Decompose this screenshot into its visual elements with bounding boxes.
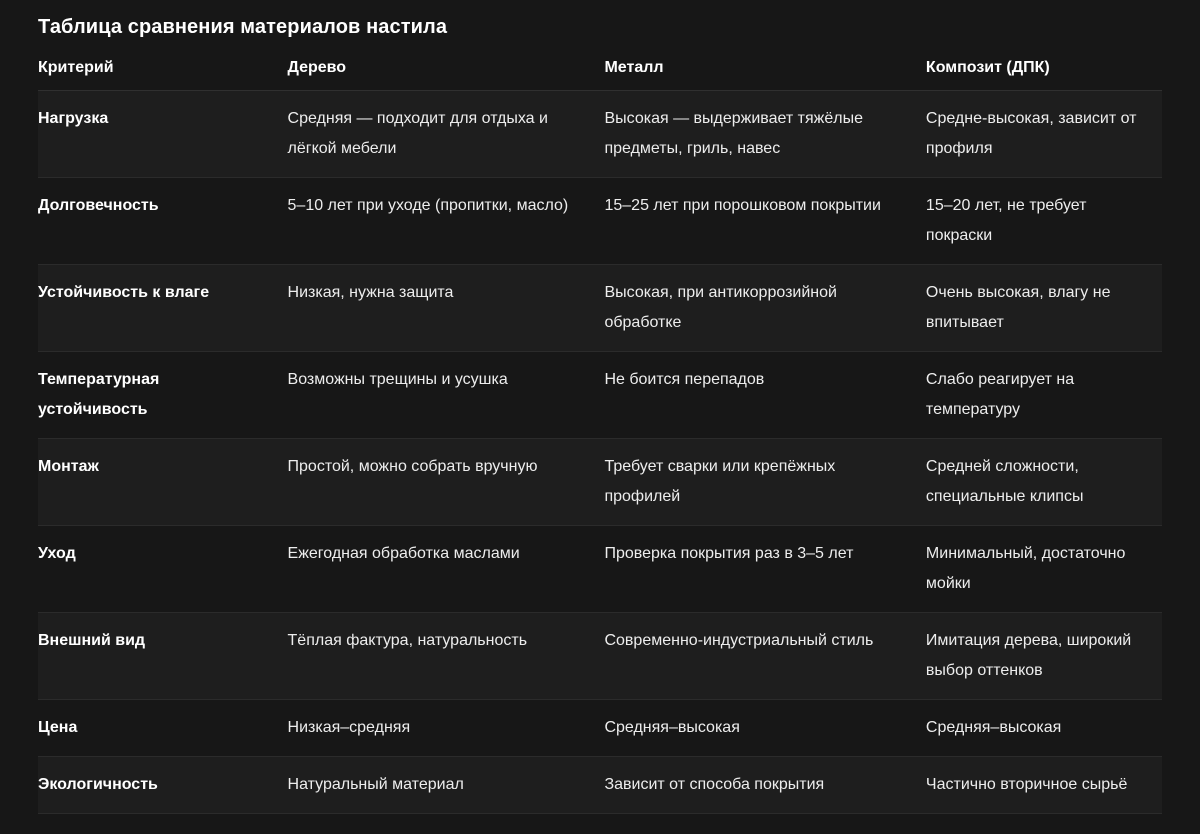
table-header-row xyxy=(38,53,1162,91)
table-cell: Современно-индустриальный стиль xyxy=(604,632,874,649)
row-criterion: Долговечность xyxy=(38,197,159,214)
column-header-1: Дерево xyxy=(288,53,605,91)
row-criterion: Уход xyxy=(38,545,76,562)
table-cell: Высокая — выдерживает тяжёлые предметы, гриль, навес xyxy=(604,110,863,157)
table-cell: Слабо реагирует на температуру xyxy=(925,371,1075,418)
column-header-2: Металл xyxy=(604,53,925,91)
table-cell: Зависит от способа покрытия xyxy=(604,776,825,793)
table-cell: Средняя–высокая xyxy=(604,719,740,736)
table-cell: Средне-высокая, зависит от профиля xyxy=(925,110,1137,157)
table-cell: Простой, можно собрать вручную xyxy=(287,458,538,475)
row-criterion: Цена xyxy=(38,719,78,736)
table-row xyxy=(38,265,1162,352)
table-cell: Проверка покрытия раз в 3–5 лет xyxy=(604,545,854,562)
table-cell: Низкая, нужна защита xyxy=(287,284,454,301)
comparison-table xyxy=(38,53,1162,814)
row-criterion: Экологичность xyxy=(38,776,158,793)
table-cell: Высокая, при антикоррозийной обработке xyxy=(604,284,837,331)
table-body xyxy=(38,91,1162,814)
table-row xyxy=(38,439,1162,526)
table-cell: Минимальный, достаточно мойки xyxy=(925,545,1126,592)
row-criterion: Устойчивость к влаге xyxy=(38,284,210,301)
table-cell: Возможны трещины и усушка xyxy=(287,371,508,388)
table-cell: Средняя — подходит для отдыха и лёгкой мебели xyxy=(287,110,548,157)
table-row xyxy=(38,700,1162,757)
table-cell: Не боится перепадов xyxy=(604,371,765,388)
page-title: Таблица сравнения материалов настила xyxy=(38,16,448,38)
table-row xyxy=(38,352,1162,439)
table-header xyxy=(38,53,1162,91)
table-cell: Очень высокая, влагу не впитывает xyxy=(925,284,1111,331)
table-cell: Ежегодная обработка маслами xyxy=(287,545,520,562)
table-row xyxy=(38,178,1162,265)
table-cell: 15–20 лет, не требует покраски xyxy=(925,197,1087,244)
table-row xyxy=(38,757,1162,814)
row-criterion: Монтаж xyxy=(38,458,99,475)
row-criterion: Внешний вид xyxy=(38,632,146,649)
table-cell: Требует сварки или крепёжных профилей xyxy=(604,458,836,505)
table-cell: Средней сложности, специальные клипсы xyxy=(925,458,1084,505)
table-cell: Частично вторичное сырьё xyxy=(925,776,1128,793)
table-cell: Имитация дерева, широкий выбор оттенков xyxy=(925,632,1132,679)
row-criterion: Нагрузка xyxy=(38,110,109,127)
table-cell: Тёплая фактура, натуральность xyxy=(287,632,528,649)
column-header-3: Композит (ДПК) xyxy=(926,53,1162,91)
table-cell: 5–10 лет при уходе (пропитки, масло) xyxy=(287,197,569,214)
table-cell: Натуральный материал xyxy=(287,776,464,793)
table-row xyxy=(38,613,1162,700)
table-cell: Низкая–средняя xyxy=(287,719,411,736)
table-row xyxy=(38,526,1162,613)
table-cell: 15–25 лет при порошковом покрытии xyxy=(604,197,881,214)
table-cell: Средняя–высокая xyxy=(925,719,1062,736)
column-header-0: Критерий xyxy=(38,53,288,91)
row-criterion: Температурная устойчивость xyxy=(38,371,160,418)
table-row xyxy=(38,91,1162,178)
